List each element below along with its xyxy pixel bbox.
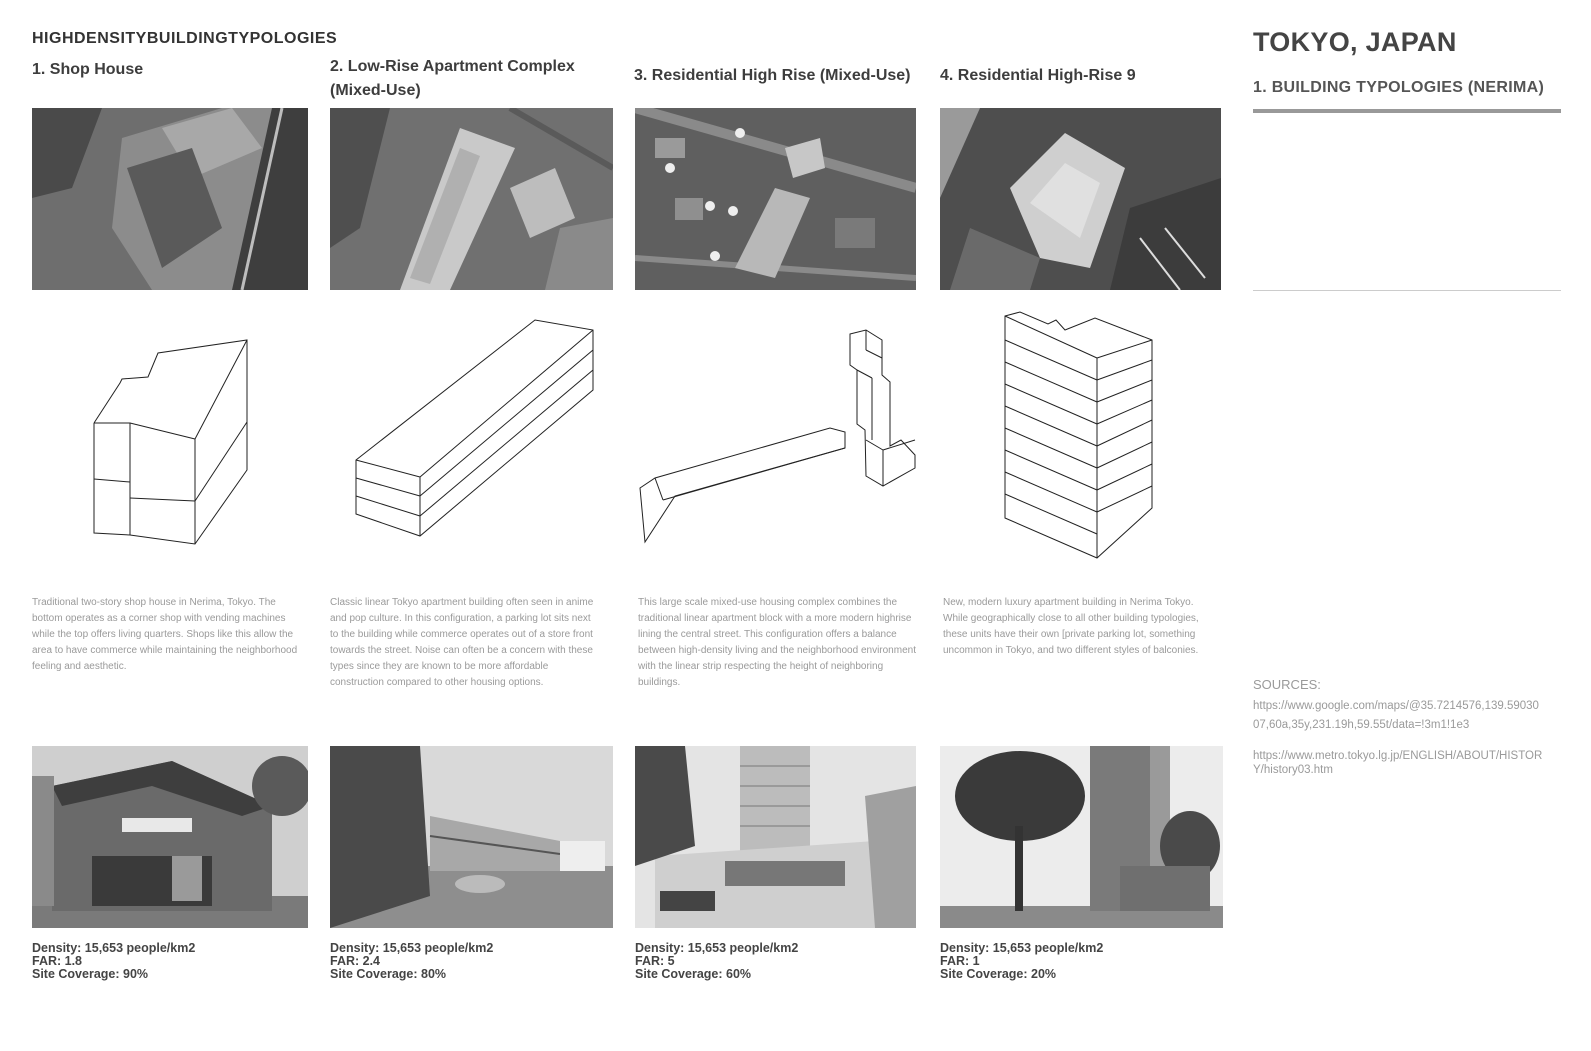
typology-4-density: Density: 15,653 people/km2 (940, 941, 1104, 955)
typology-3-coverage: Site Coverage: 60% (635, 967, 752, 981)
typology-2-street-photo (330, 746, 613, 928)
typology-1-title: 1. Shop House (32, 61, 144, 78)
typology-2-aerial-photo (330, 108, 613, 290)
typology-1-coverage: Site Coverage: 90% (32, 967, 149, 981)
typology-4-far: FAR: 1 (940, 954, 980, 968)
typology-1-aerial-photo (32, 108, 308, 290)
typology-3-density: Density: 15,653 people/km2 (635, 941, 799, 955)
typology-3-aerial-photo (635, 108, 916, 290)
section-divider (1253, 109, 1561, 113)
typology-2-far: FAR: 2.4 (330, 954, 381, 968)
typology-4-description: New, modern luxury apartment building in Nerima Tokyo. While geographically close to all other building typologies, these units have their own [private parking lot, something uncommon in Tokyo, and two different styles of balconies. (943, 597, 1199, 656)
typology-1-street-photo (32, 746, 308, 928)
typology-4-coverage: Site Coverage: 20% (940, 967, 1057, 981)
typology-1-isometric-drawing (32, 300, 308, 560)
source-link-tokyo-metro[interactable]: https://www.metro.tokyo.lg.jp/ENGLISH/ABOUT/HISTORY/history03.htm (1253, 750, 1543, 776)
sources-label: SOURCES: (1253, 677, 1321, 692)
typology-1-density: Density: 15,653 people/km2 (32, 941, 196, 955)
typology-3-stats (635, 942, 798, 981)
typology-3-title: 3. Residential High Rise (Mixed-Use) (634, 67, 911, 84)
typology-4-title: 4. Residential High-Rise 9 (940, 67, 1136, 84)
typology-3-description: This large scale mixed-use housing complex combines the traditional linear apartment block with a more modern highrise lining the central street. This configuration offers a balance between high-density living and the neighborhood environment with the linear strip respecting the height of neighboring buildings. (638, 597, 916, 688)
typology-3-isometric-drawing (635, 300, 916, 560)
typology-4-stats (940, 942, 1103, 981)
typology-2-isometric-drawing (330, 300, 613, 560)
typology-2-description: Classic linear Tokyo apartment building often seen in anime and pop culture. In this configuration, a parking lot sits next to the building while commerce operates out of a store front towards the street. Noise can often be a concern with these types since they are known to be more affordable construction compared to other housing options. (330, 597, 594, 688)
typology-2-title: 2. Low-Rise Apartment Complex (Mixed-Use) (330, 58, 575, 99)
city-title: TOKYO, JAPAN (1253, 27, 1457, 57)
board-title: HIGHDENSITYBUILDINGTYPOLOGIES (32, 30, 338, 47)
typology-3-far: FAR: 5 (635, 954, 675, 968)
source-link-google-maps[interactable]: https://www.google.com/maps/@35.7214576,139.5903007,60a,35y,231.19h,59.55t/data=!3m1!1e3 (1253, 700, 1539, 731)
typology-1-stats (32, 942, 195, 981)
typology-3-street-photo (635, 746, 916, 928)
typology-2-coverage: Site Coverage: 80% (330, 967, 447, 981)
typology-1-far: FAR: 1.8 (32, 954, 83, 968)
typology-4-aerial-photo (940, 108, 1221, 290)
typology-1-description: Traditional two-story shop house in Nerima, Tokyo. The bottom operates as a corner shop with vending machines while the top offers living quarters. Shops like this allow the area to have commerce while maintaining the neighborhood feeling and aesthetic. (32, 597, 298, 672)
typology-4-isometric-drawing (940, 300, 1221, 560)
typology-4-street-photo (940, 746, 1223, 928)
section-title: 1. BUILDING TYPOLOGIES (NERIMA) (1253, 79, 1545, 96)
typology-2-stats (330, 942, 493, 981)
typology-2-density: Density: 15,653 people/km2 (330, 941, 494, 955)
divider (1253, 290, 1561, 291)
